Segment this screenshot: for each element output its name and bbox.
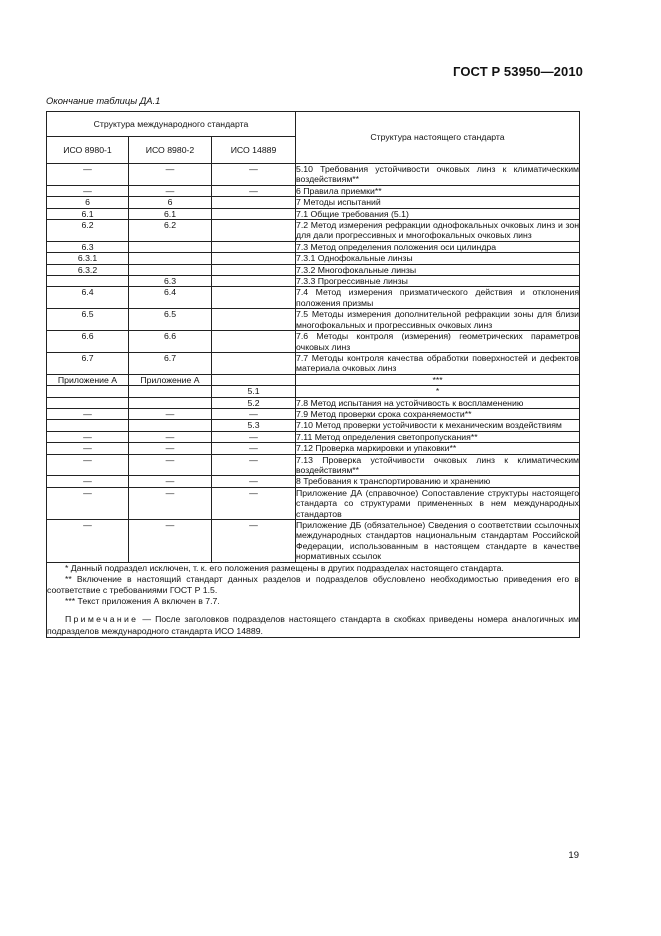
iso-8980-2-cell: — xyxy=(129,454,212,476)
iso-8980-1-cell: — xyxy=(47,408,129,419)
iso-14889-cell xyxy=(212,287,296,309)
national-section-cell: 7.12 Проверка маркировки и упаковки** xyxy=(296,443,580,454)
note-text: — После заголовков подразделов настоящего стандарта в скобках приведены номера аналогичных им подразделов международного стандарта ИСО 14889. xyxy=(47,614,580,636)
national-section-cell: 7.3.1 Однофокальные линзы xyxy=(296,253,580,264)
iso-14889-cell: — xyxy=(212,520,296,563)
iso-8980-1-cell: 6.1 xyxy=(47,208,129,219)
table-row xyxy=(47,164,580,186)
footnote-1: * Данный подраздел исключен, т. к. его положения размещены в других подразделах настоящего стандарта. xyxy=(65,562,504,573)
iso-8980-1-cell: 6.5 xyxy=(47,309,129,331)
table-row xyxy=(47,253,580,264)
national-section-cell: 7.13 Проверка устойчивости очковых линз к климатическим воздействиям** xyxy=(296,454,580,475)
iso-8980-1-cell xyxy=(47,276,129,287)
iso-8980-2-cell xyxy=(129,241,212,252)
national-section-cell: *** xyxy=(296,374,580,385)
iso-14889-cell xyxy=(212,208,296,219)
iso-14889-cell: — xyxy=(212,164,296,186)
iso-14889-cell: — xyxy=(212,487,296,519)
iso-14889-cell: — xyxy=(212,185,296,196)
table-row xyxy=(47,185,580,196)
iso-8980-2-cell: 6 xyxy=(129,197,212,208)
iso-8980-2-cell xyxy=(129,253,212,264)
national-section-cell: 7.1 Общие требования (5.1) xyxy=(296,208,580,219)
table-row xyxy=(47,374,580,385)
iso-14889-cell xyxy=(212,241,296,252)
iso-14889-cell xyxy=(212,374,296,385)
iso-8980-2-cell: — xyxy=(129,520,212,563)
national-section-cell: 7.6 Методы контроля (измерения) геометрических параметров очковых линз xyxy=(296,331,580,352)
table-row xyxy=(47,420,580,431)
iso-8980-1-cell xyxy=(47,397,129,408)
iso-8980-1-cell: 6.3.1 xyxy=(47,253,129,264)
national-section-cell: 6 Правила приемки** xyxy=(296,185,580,196)
iso-8980-2-cell xyxy=(129,264,212,275)
iso-8980-2-cell: — xyxy=(129,431,212,442)
national-section-cell: 7.11 Метод определения светопропускания** xyxy=(296,431,580,442)
page-number: 19 xyxy=(568,850,579,861)
national-section-cell: Приложение ДА (справочное) Сопоставление структуры настоящего стандарта со структурами примененных в нем международных стандартов xyxy=(296,487,580,519)
iso-8980-2-cell xyxy=(129,420,212,431)
table-body xyxy=(47,164,580,563)
iso-8980-2-cell: 6.7 xyxy=(129,352,212,374)
iso-8980-2-cell: — xyxy=(129,443,212,454)
iso-14889-cell: — xyxy=(212,443,296,454)
table-row xyxy=(47,197,580,208)
header-iso-8980-2: ИСО 8980-2 xyxy=(129,137,212,164)
iso-8980-1-cell xyxy=(47,420,129,431)
iso-8980-2-cell: 6.5 xyxy=(129,309,212,331)
iso-14889-cell xyxy=(212,264,296,275)
table-row xyxy=(47,476,580,487)
national-section-cell: 7.8 Метод испытания на устойчивость к воспламенению xyxy=(296,397,580,408)
note xyxy=(47,614,579,636)
iso-8980-1-cell: 6.3.2 xyxy=(47,264,129,275)
national-section-cell: 7.2 Метод измерения рефракции однофокальных очковых линз и зон для дали прогрессивных и многофокальных очковых линз xyxy=(296,220,580,241)
iso-14889-cell: 5.1 xyxy=(212,386,296,397)
table-caption: Окончание таблицы ДА.1 xyxy=(46,95,161,106)
iso-8980-1-cell: Приложение А xyxy=(47,374,129,385)
iso-8980-2-cell: Приложение А xyxy=(129,374,212,385)
iso-8980-2-cell: — xyxy=(129,185,212,196)
table-row xyxy=(47,208,580,219)
iso-8980-1-cell: 6.6 xyxy=(47,331,129,353)
iso-14889-cell: 5.2 xyxy=(212,397,296,408)
iso-8980-2-cell: 6.1 xyxy=(129,208,212,219)
iso-8980-1-cell: — xyxy=(47,443,129,454)
table-row xyxy=(47,454,580,476)
iso-8980-1-cell: — xyxy=(47,487,129,519)
header-iso-14889: ИСО 14889 xyxy=(212,137,296,164)
note-label: Примечание xyxy=(65,614,139,625)
iso-8980-1-cell: — xyxy=(47,476,129,487)
table-row xyxy=(47,487,580,519)
iso-8980-2-cell: — xyxy=(129,476,212,487)
table-row xyxy=(47,408,580,419)
iso-8980-1-cell: 6.2 xyxy=(47,220,129,242)
table-row xyxy=(47,386,580,397)
iso-8980-1-cell: — xyxy=(47,431,129,442)
table-row xyxy=(47,264,580,275)
iso-14889-cell xyxy=(212,276,296,287)
iso-8980-1-cell: 6 xyxy=(47,197,129,208)
table-row xyxy=(47,431,580,442)
iso-8980-2-cell: 6.3 xyxy=(129,276,212,287)
iso-8980-2-cell: 6.4 xyxy=(129,287,212,309)
iso-14889-cell: — xyxy=(212,408,296,419)
correspondence-table xyxy=(46,111,580,638)
iso-8980-1-cell: — xyxy=(47,164,129,186)
footnote-3: *** Текст приложения А включен в 7.7. xyxy=(65,596,220,607)
national-section-cell: Приложение ДБ (обязательное) Сведения о соответствии ссылочных международных стандартов национальным стандартам Российской Федерации, использованным в настоящем стандарте в качестве нормативных ссылок xyxy=(296,520,580,562)
iso-14889-cell: — xyxy=(212,431,296,442)
iso-8980-1-cell: 6.7 xyxy=(47,352,129,374)
iso-8980-1-cell: — xyxy=(47,520,129,563)
national-section-cell: 7.3.3 Прогрессивные линзы xyxy=(296,276,580,287)
iso-8980-2-cell: — xyxy=(129,164,212,186)
iso-8980-2-cell: 6.6 xyxy=(129,331,212,353)
table-row xyxy=(47,352,580,374)
iso-8980-1-cell: — xyxy=(47,454,129,476)
footnotes-cell xyxy=(47,562,580,637)
national-section-cell: 7.5 Методы измерения дополнительной рефракции зоны для близи многофокальных и прогрессивных очковых линз xyxy=(296,309,580,330)
iso-14889-cell xyxy=(212,253,296,264)
iso-14889-cell xyxy=(212,220,296,242)
table-row xyxy=(47,520,580,563)
national-section-cell: 5.10 Требования устойчивости очковых линз к климатическким воздействиям** xyxy=(296,164,580,185)
national-section-cell: * xyxy=(296,386,580,397)
iso-14889-cell xyxy=(212,331,296,353)
national-section-cell: 7.4 Метод измерения призматического действия и отклонения положения призмы xyxy=(296,287,580,308)
iso-14889-cell: — xyxy=(212,454,296,476)
table-row xyxy=(47,331,580,353)
iso-8980-1-cell: 6.4 xyxy=(47,287,129,309)
iso-8980-2-cell: 6.2 xyxy=(129,220,212,242)
iso-8980-1-cell xyxy=(47,386,129,397)
header-iso-8980-1: ИСО 8980-1 xyxy=(47,137,129,164)
national-section-cell: 7 Методы испытаний xyxy=(296,197,580,208)
national-section-cell: 7.7 Методы контроля качества обработки поверхностей и дефектов материала очковых линз xyxy=(296,352,580,374)
iso-8980-2-cell: — xyxy=(129,408,212,419)
national-section-cell: 7.3.2 Многофокальные линзы xyxy=(296,264,580,275)
table-row xyxy=(47,287,580,309)
iso-8980-2-cell xyxy=(129,386,212,397)
table-row xyxy=(47,443,580,454)
iso-14889-cell xyxy=(212,309,296,331)
table-row xyxy=(47,241,580,252)
national-section-cell: 7.9 Метод проверки срока сохраняемости** xyxy=(296,408,580,419)
iso-14889-cell xyxy=(212,197,296,208)
header-national-structure: Структура настоящего стандарта xyxy=(296,112,580,164)
table-row xyxy=(47,309,580,331)
table-row xyxy=(47,397,580,408)
iso-8980-1-cell: 6.3 xyxy=(47,241,129,252)
table-row xyxy=(47,276,580,287)
national-section-cell: 7.3 Метод определения положения оси цилиндра xyxy=(296,241,580,252)
iso-8980-2-cell xyxy=(129,397,212,408)
iso-14889-cell: 5.3 xyxy=(212,420,296,431)
iso-8980-2-cell: — xyxy=(129,487,212,519)
footnote-2: ** Включение в настоящий стандарт данных разделов и подразделов обусловлено необходимостью приведения его в соответствие с требованиями ГОСТ Р 1.5. xyxy=(47,573,580,596)
iso-14889-cell xyxy=(212,352,296,374)
national-section-cell: 7.10 Метод проверки устойчивости к механическим воздействиям xyxy=(296,420,580,431)
table-row xyxy=(47,220,580,242)
document-code: ГОСТ Р 53950—2010 xyxy=(453,64,583,79)
iso-14889-cell: — xyxy=(212,476,296,487)
header-international-structure: Структура международного стандарта xyxy=(47,112,296,137)
iso-8980-1-cell: — xyxy=(47,185,129,196)
national-section-cell: 8 Требования к транспортированию и хранению xyxy=(296,476,580,487)
